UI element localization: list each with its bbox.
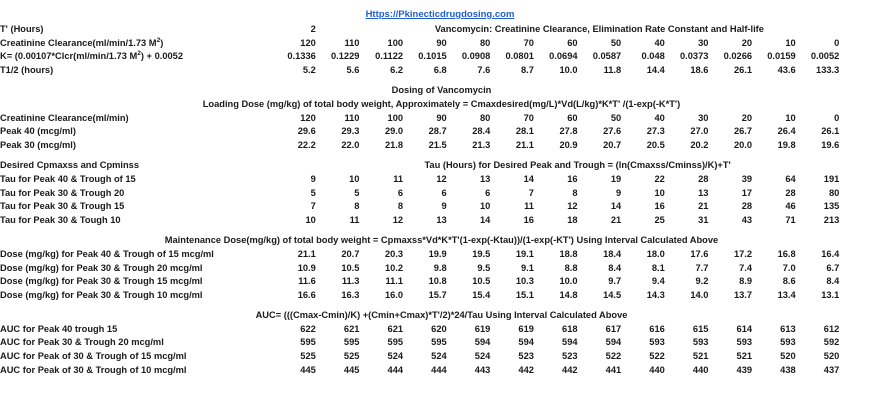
section1-row3-value-11: 43.6 [777, 64, 796, 75]
section1-row2-value-6: 0.0694 [549, 51, 578, 62]
section2-row1-value-7: 27.6 [603, 126, 622, 137]
section2-row2-value-4: 21.3 [472, 139, 491, 150]
section1-row2-value-7: 0.0587 [592, 51, 622, 62]
spacer-cell [0, 152, 883, 159]
section2-row1-value-9: 27.0 [690, 126, 709, 137]
section5-row0-value-11: 613 [780, 323, 796, 334]
section5-row3-value-9: 440 [692, 364, 709, 375]
section5-row3-value-2: 444 [387, 364, 404, 375]
section3-row0-value-3: 12 [436, 173, 447, 184]
section3-row3-value-1: 11 [349, 214, 360, 225]
table-row [0, 187, 883, 201]
section4-row3-value-11: 13.4 [777, 289, 796, 300]
section1-row3-value-1: 5.6 [346, 64, 360, 75]
section3-row1-value-7: 9 [616, 187, 622, 198]
site-link-row [0, 0, 883, 23]
section5-row0-value-6: 618 [562, 323, 578, 334]
section5-row2-label: AUC for Peak of 30 & Trough of 15 mcg/ml [0, 351, 187, 362]
section2-row0-value-1: 110 [344, 112, 360, 123]
section4-row0-value-12: 16.4 [821, 248, 840, 259]
section4-row0-value-7: 18.4 [603, 248, 622, 259]
section1-row1-value-9: 30 [698, 37, 709, 48]
section1-row1-label: Creatinine Clearance(ml/min/1.73 $M^2$) [0, 36, 164, 48]
table-row [0, 139, 883, 153]
section5-row0-value-2: 621 [387, 323, 404, 334]
section4-row2-value-0: 11.6 [298, 276, 316, 287]
section2-row1-value-4: 28.4 [472, 126, 491, 137]
section4-row2-value-9: 9.2 [695, 276, 709, 287]
section4-row3-value-2: 16.0 [384, 289, 404, 300]
section5-title-row [0, 309, 883, 323]
section1-title-row [0, 23, 883, 37]
section5-row3-value-1: 445 [343, 364, 360, 375]
section5-row2-value-8: 522 [649, 351, 665, 362]
section5-row0-value-9: 615 [692, 323, 709, 334]
section2-row0-value-11: 10 [785, 112, 796, 123]
section5-row3-value-11: 438 [780, 364, 796, 375]
section4-row2-value-7: 9.7 [608, 276, 622, 287]
dosing-table [0, 23, 883, 377]
section4-row0-value-2: 20.3 [384, 248, 404, 259]
section5-row2-value-7: 522 [605, 351, 622, 362]
section3-row1-value-9: 13 [698, 187, 709, 198]
section1-row2-value-4: 0.0908 [461, 51, 491, 62]
section3-row3-value-5: 16 [523, 214, 534, 225]
section3-row3-value-11: 71 [785, 214, 796, 225]
section5-row1-value-10: 593 [736, 337, 753, 348]
section3-row2-value-9: 21 [698, 201, 709, 212]
section3-row3-value-8: 25 [654, 214, 665, 225]
section5-row3-value-6: 442 [562, 364, 578, 375]
superscript-2: 2 [137, 50, 141, 58]
section1-row2-value-9: 0.0373 [680, 51, 709, 62]
section3-row0-value-12: 191 [823, 173, 840, 184]
section1-row1-value-12: 0 [834, 37, 840, 48]
section3-row0-value-10: 39 [741, 173, 753, 184]
section3-row0-value-6: 16 [567, 173, 578, 184]
section2-row2-value-0: 22.2 [297, 139, 316, 150]
section1-row3-value-12: 133.3 [816, 64, 840, 75]
section5-row0-value-0: 622 [300, 323, 316, 334]
section1-row1-value-8: 40 [654, 37, 665, 48]
section3-row2-value-4: 10 [479, 201, 491, 212]
section2-row0-value-6: 60 [567, 112, 578, 123]
table-row [0, 323, 883, 337]
section2-row0-value-3: 90 [436, 112, 447, 123]
section1-row1-value-10: 20 [741, 37, 753, 48]
section3-title: Tau (Hours) for Desired Peak and Trough = (ln(Cmaxss/Cminss)/K)+T' [424, 160, 731, 171]
section3-row1-value-11: 28 [785, 187, 796, 198]
section1-row2-value-11: 0.0159 [767, 51, 796, 62]
section2-row0-value-0: 120 [300, 112, 316, 123]
table-row [0, 364, 883, 378]
section4-row0-value-5: 19.1 [515, 248, 534, 259]
section4-row0-value-11: 16.8 [777, 248, 796, 259]
section3-row0-value-4: 13 [479, 173, 491, 184]
section5-row0-value-5: 619 [518, 323, 534, 334]
section2-row0-value-9: 30 [698, 112, 709, 123]
section5-row3-label: AUC for Peak of 30 & Trough of 10 mcg/ml [0, 364, 187, 375]
section5-row1-value-7: 594 [605, 337, 622, 348]
section3-row0-value-8: 22 [654, 173, 665, 184]
section3-row1-value-12: 80 [828, 187, 840, 198]
section4-row3-value-8: 14.3 [646, 289, 665, 300]
section1-row1-value-0: 120 [300, 37, 316, 48]
table-row [0, 200, 883, 214]
section1-row3-label: T1/2 (hours) [0, 64, 54, 75]
section5-row1-value-4: 594 [474, 337, 491, 348]
section2-row0-value-12: 0 [834, 112, 840, 123]
section3-row1-value-6: 8 [572, 187, 578, 198]
section5-row3-value-10: 439 [736, 364, 753, 375]
section3-row2-value-3: 9 [441, 201, 447, 212]
section5-row0-value-12: 612 [823, 323, 840, 334]
section2-row2-value-2: 21.8 [384, 139, 404, 150]
section1-row0-label: T' (Hours) [0, 24, 44, 34]
section1-row3-value-5: 8.7 [521, 64, 534, 75]
section5-row0-value-4: 619 [474, 323, 491, 334]
site-link[interactable]: Https://Pkinecticdrugdosing.com [365, 9, 515, 20]
section3-row1-value-5: 7 [528, 187, 534, 198]
section3-row3-value-0: 10 [305, 214, 316, 225]
section3-row3-value-12: 213 [823, 214, 840, 225]
section3-row0-value-2: 11 [393, 173, 404, 184]
section3-row2-value-5: 11 [524, 201, 534, 212]
section1-row3-value-7: 11.8 [603, 64, 622, 75]
section3-row1-value-2: 6 [397, 187, 404, 198]
section3-row2-value-2: 8 [397, 201, 404, 212]
section3-row3-value-6: 18 [567, 214, 578, 225]
section5-title: AUC= (((Cmax-Cmin)/K) +(Cmin+Cmax)*T'/2)*24/Tau Using Interval Calculated Above [255, 310, 628, 321]
section4-row1-value-5: 9.1 [521, 262, 534, 273]
spacer-cell [0, 302, 883, 309]
section5-row1-label: AUC for Peak 30 & Trough 20 mcg/ml [0, 337, 164, 348]
section2-row2-value-8: 20.5 [646, 139, 665, 150]
section4-row2-value-8: 9.4 [651, 276, 665, 287]
section1-row2-value-0: 0.1336 [287, 51, 316, 62]
section4-row2-value-1: 11.3 [341, 276, 360, 287]
section4-row3-value-0: 16.6 [297, 289, 316, 300]
section1-row2-value-3: 0.1015 [418, 51, 447, 62]
spacer-row [0, 77, 883, 84]
section2-row0-value-5: 70 [523, 112, 534, 123]
section1-row0-value-0: 2 [310, 24, 316, 34]
section3-row1-value-0: 5 [310, 187, 316, 198]
section4-row3-value-3: 15.7 [428, 289, 447, 300]
section4-row0-value-9: 17.6 [690, 248, 709, 259]
section5-row3-value-12: 437 [823, 364, 840, 375]
section3-row1-label: Tau for Peak 30 & Trough 20 [0, 187, 125, 198]
section5-row1-value-12: 592 [823, 337, 840, 348]
section4-row2-value-4: 10.5 [472, 276, 491, 287]
section4-row1-label: Dose (mg/kg) for Peak 30 & Trough 20 mcg/ml [0, 262, 203, 273]
section5-row1-value-0: 595 [300, 337, 316, 348]
section2-row2-value-7: 20.7 [603, 139, 622, 150]
section5-row0-label: AUC for Peak 40 trough 15 [0, 323, 118, 334]
section1-row1-value-1: 110 [344, 37, 360, 48]
section5-row3-value-0: 445 [300, 364, 316, 375]
section2-row0-label: Creatinine Clearance(ml/min) [0, 112, 129, 123]
section3-row0-value-5: 14 [523, 173, 534, 184]
section2-row0-value-10: 20 [741, 112, 753, 123]
table-row [0, 125, 883, 139]
section3-row3-value-7: 21 [610, 214, 622, 225]
section4-row1-value-11: 7.0 [782, 262, 796, 273]
section1-row3-value-4: 7.6 [477, 64, 491, 75]
section2-row2-value-1: 22.0 [341, 139, 360, 150]
section4-row0-value-8: 18.0 [646, 248, 665, 259]
spacer-row [0, 227, 883, 234]
section2-subtitle-row [0, 98, 883, 112]
section3-row1-value-3: 6 [441, 187, 447, 198]
section2-row2-value-3: 21.5 [428, 139, 447, 150]
section4-row0-value-1: 20.7 [341, 248, 360, 259]
section4-title-row [0, 234, 883, 248]
section2-row2-label: Peak 30 (mcg/ml) [0, 139, 76, 150]
section4-row3-label: Dose (mg/kg) for Peak 30 & Trough 10 mcg/ml [0, 289, 203, 300]
section5-row1-value-9: 593 [692, 337, 709, 348]
table-row [0, 248, 883, 262]
section2-row1-value-1: 29.3 [341, 126, 360, 137]
section5-row2-value-9: 521 [692, 351, 709, 362]
section4-row3-value-9: 14.0 [690, 289, 709, 300]
table-row [0, 275, 883, 289]
spacer-row [0, 152, 883, 159]
section4-row1-value-0: 10.9 [297, 262, 316, 273]
section5-row2-value-4: 524 [474, 351, 491, 362]
section2-row0-value-7: 50 [610, 112, 622, 123]
section5-row2-value-0: 525 [300, 351, 316, 362]
section3-row3-value-4: 14 [479, 214, 491, 225]
section1-row2-value-2: 0.1122 [375, 51, 404, 62]
section2-row1-value-8: 27.3 [646, 126, 665, 137]
section1-row2-value-12: 0.0052 [810, 51, 840, 62]
section2-row1-value-10: 26.7 [733, 126, 753, 137]
section5-row2-value-6: 523 [562, 351, 578, 362]
section4-row2-value-2: 11.1 [385, 276, 404, 287]
section5-row1-value-1: 595 [343, 337, 360, 348]
section4-row1-value-1: 10.5 [341, 262, 360, 273]
section3-row0-value-9: 28 [698, 173, 709, 184]
section5-row1-value-5: 594 [518, 337, 534, 348]
section2-subtitle: Loading Dose (mg/kg) of total body weight, Approximately = Cmaxdesired(mg/L)*Vd(L/kg)*K*T' /(1-exp(-K*T') [202, 98, 681, 109]
section3-row2-value-11: 46 [785, 201, 796, 212]
section5-row1-value-6: 594 [562, 337, 578, 348]
section4-row3-value-1: 16.3 [341, 289, 360, 300]
section3-row2-value-8: 16 [654, 201, 665, 212]
section3-row2-label: Tau for Peak 30 & Trough 15 [0, 201, 125, 212]
section4-row3-value-12: 13.1 [821, 289, 840, 300]
section4-row1-value-3: 9.8 [433, 262, 447, 273]
section2-row2-value-12: 19.6 [821, 139, 840, 150]
section3-row2-value-1: 8 [354, 201, 360, 212]
section5-row2-value-1: 525 [343, 351, 360, 362]
table-row [0, 350, 883, 364]
section1-row2-value-8: 0.048 [641, 51, 665, 62]
section4-row0-value-10: 17.2 [733, 248, 753, 259]
section4-row0-value-3: 19.9 [428, 248, 447, 259]
section3-row0-value-7: 19 [610, 173, 622, 184]
section5-row0-value-8: 616 [649, 323, 665, 334]
section5-row3-value-7: 441 [605, 364, 622, 375]
section5-row0-value-3: 620 [431, 323, 447, 334]
section1-row3-value-2: 6.2 [390, 64, 404, 75]
section1-row3-value-6: 10.0 [559, 64, 578, 75]
section2-row2-value-5: 21.1 [515, 139, 534, 150]
section2-row2-value-9: 20.2 [690, 139, 709, 150]
section2-row1-label: Peak 40 (mcg/ml) [0, 126, 76, 137]
section3-row1-value-1: 5 [354, 187, 360, 198]
section5-row3-value-4: 443 [474, 364, 491, 375]
section3-row3-value-9: 31 [698, 214, 709, 225]
section2-row1-value-11: 26.4 [777, 126, 796, 137]
section3-row3-value-3: 13 [436, 214, 447, 225]
section2-row1-value-12: 26.1 [821, 126, 840, 137]
section5-row3-value-5: 442 [518, 364, 534, 375]
section4-row1-value-12: 6.7 [826, 262, 840, 273]
section4-row2-value-10: 8.9 [739, 276, 753, 287]
section2-row1-value-5: 28.1 [515, 126, 534, 137]
section5-row2-value-5: 523 [518, 351, 534, 362]
section4-row0-value-4: 19.5 [472, 248, 491, 259]
table-row [0, 336, 883, 350]
section3-row1-value-10: 17 [741, 187, 753, 198]
table-body [0, 23, 883, 377]
section2-row1-value-2: 29.0 [384, 126, 404, 137]
table-row [0, 64, 883, 78]
section5-row3-value-3: 444 [431, 364, 447, 375]
section1-title: Vancomycin: Creatinine Clearance, Elimination Rate Constant and Half-life [434, 24, 764, 34]
section2-title-row [0, 84, 883, 98]
section4-row1-value-8: 8.1 [651, 262, 665, 273]
section3-row2-value-12: 135 [823, 201, 840, 212]
table-row [0, 37, 883, 51]
section4-row2-value-6: 10.0 [559, 276, 578, 287]
section4-row1-value-6: 8.8 [564, 262, 578, 273]
section4-row3-value-4: 15.4 [472, 289, 491, 300]
section2-row1-value-3: 28.7 [428, 126, 447, 137]
section3-row2-value-7: 14 [610, 201, 622, 212]
section1-row1-value-5: 70 [523, 37, 534, 48]
section4-row0-value-6: 18.8 [559, 248, 578, 259]
section1-row2-label: K= (0.00107*Clcr(ml/min/1.73 $M^2) + 0.0052$ [0, 50, 184, 62]
spacer-row [0, 302, 883, 309]
section3-title-row [0, 159, 883, 173]
section3-row3-value-2: 12 [392, 214, 404, 225]
section1-row3-value-0: 5.2 [302, 64, 316, 75]
section4-row2-value-12: 8.4 [826, 276, 840, 287]
section1-row1-value-7: 50 [610, 37, 622, 48]
section1-row2-value-5: 0.0801 [505, 51, 534, 62]
section3-row1-value-4: 6 [485, 187, 491, 198]
section1-row1-value-6: 60 [567, 37, 578, 48]
section2-row2-value-6: 20.9 [559, 139, 578, 150]
section4-row1-value-7: 8.4 [608, 262, 622, 273]
section4-row3-value-6: 14.8 [559, 289, 578, 300]
spacer-cell [0, 77, 883, 84]
section2-title: Dosing of Vancomycin [391, 85, 492, 96]
section4-row1-value-9: 7.7 [695, 262, 709, 273]
section5-row2-value-2: 524 [387, 351, 404, 362]
section5-row2-value-11: 520 [780, 351, 796, 362]
section2-row2-value-11: 19.8 [777, 139, 796, 150]
section4-row1-value-2: 10.2 [384, 262, 404, 273]
section3-row2-value-6: 12 [567, 201, 578, 212]
spacer-cell [0, 227, 883, 234]
section4-row2-value-3: 10.8 [428, 276, 447, 287]
section4-row0-label: Dose (mg/kg) for Peak 40 & Trough of 15 mcg/ml [0, 248, 214, 259]
section2-row0-value-4: 80 [479, 112, 491, 123]
section4-row3-value-7: 14.5 [603, 289, 622, 300]
section1-row2-value-1: 0.1229 [331, 51, 360, 62]
table-row [0, 262, 883, 276]
section5-row1-value-2: 595 [387, 337, 404, 348]
section5-row3-value-8: 440 [649, 364, 665, 375]
section1-row3-value-10: 26.1 [733, 64, 753, 75]
section5-row2-value-3: 524 [431, 351, 447, 362]
section1-row1-value-4: 80 [479, 37, 491, 48]
section4-row1-value-4: 9.5 [477, 262, 491, 273]
section4-row0-value-0: 21.1 [297, 248, 316, 259]
section2-row0-value-2: 100 [387, 112, 404, 123]
section1-row1-value-2: 100 [387, 37, 404, 48]
section3-row3-value-10: 43 [741, 214, 753, 225]
section5-row1-value-8: 593 [649, 337, 665, 348]
section5-row0-value-10: 614 [736, 323, 753, 334]
section3-row3-label: Tau for Peak 30 & Tough 10 [0, 214, 121, 225]
section5-row2-value-12: 520 [823, 351, 840, 362]
section5-row2-value-10: 521 [736, 351, 753, 362]
section1-row3-value-9: 18.6 [690, 64, 709, 75]
table-row [0, 173, 883, 187]
section2-row1-value-6: 27.8 [559, 126, 578, 137]
section4-row2-label: Dose (mg/kg) for Peak 30 & Trough 15 mcg/ml [0, 276, 203, 287]
section3-row0-value-0: 9 [310, 173, 316, 184]
section2-row0-value-8: 40 [654, 112, 665, 123]
section1-row1-value-11: 10 [785, 37, 796, 48]
superscript-2: 2 [156, 36, 161, 44]
section4-title: Maintenance Dose(mg/kg) of total body weight = Cpmaxss*Vd*K*T'(1-exp(-Ktau))/(1-exp(-KT') Using Interval Calculated Above [164, 235, 719, 246]
section1-row1-value-3: 90 [436, 37, 447, 48]
table-row [0, 112, 883, 126]
section2-row2-value-10: 20.0 [733, 139, 753, 150]
section3-row0-value-1: 10 [349, 173, 360, 184]
section4-row1-value-10: 7.4 [739, 262, 753, 273]
section3-row1-value-8: 10 [654, 187, 665, 198]
table-row [0, 50, 883, 64]
section3-row0-value-11: 64 [785, 173, 796, 184]
section5-row0-value-7: 617 [605, 323, 622, 334]
table-row [0, 289, 883, 303]
section2-row1-value-0: 29.6 [297, 126, 316, 137]
section1-row2-value-10: 0.0266 [723, 51, 753, 62]
section1-row3-value-8: 14.4 [646, 64, 665, 75]
section4-row3-value-10: 13.7 [733, 289, 753, 300]
section1-row3-value-3: 6.8 [433, 64, 447, 75]
section3-row2-value-10: 28 [741, 201, 753, 212]
section4-row2-value-11: 8.6 [782, 276, 796, 287]
section3-left-header: Desired Cpmaxss and Cpminss [0, 160, 139, 171]
section4-row3-value-5: 15.1 [515, 289, 534, 300]
section3-row0-label: Tau for Peak 40 & Trough of 15 [0, 173, 136, 184]
section3-row2-value-0: 7 [310, 201, 316, 212]
section5-row1-value-11: 593 [780, 337, 796, 348]
section5-row0-value-1: 621 [343, 323, 360, 334]
section4-row2-value-5: 10.3 [515, 276, 534, 287]
section5-row1-value-3: 595 [431, 337, 447, 348]
table-row [0, 214, 883, 228]
